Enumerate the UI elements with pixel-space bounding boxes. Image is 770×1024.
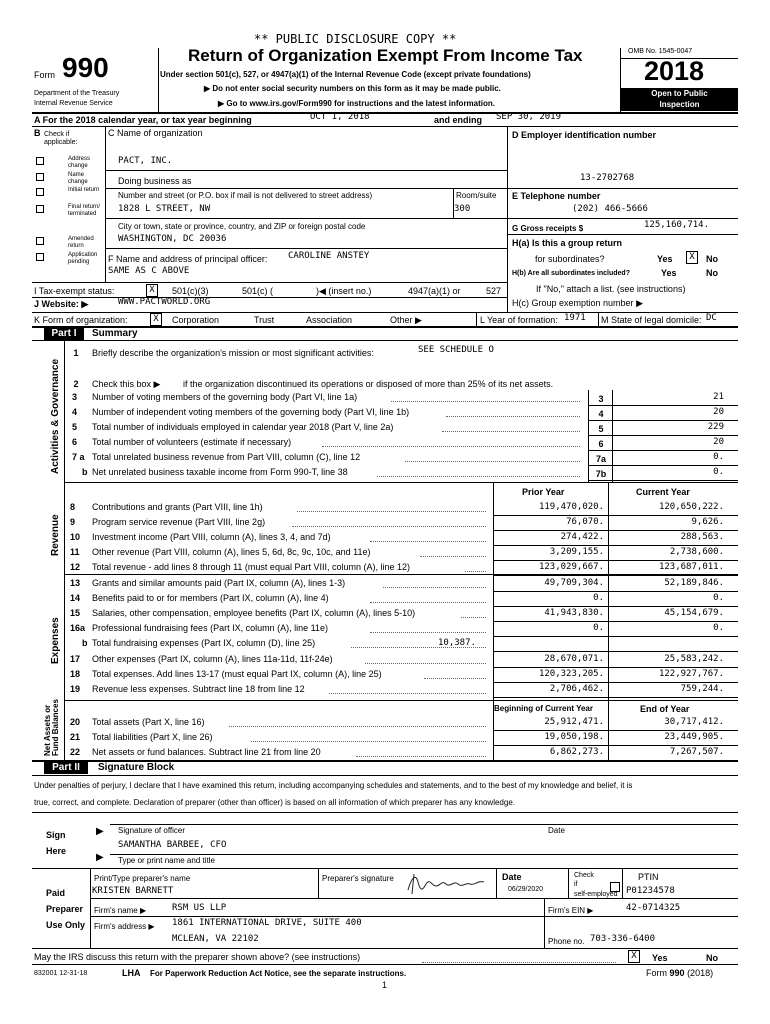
- gov-line-box: 4: [598, 409, 604, 419]
- hc-label: H(c) Group exemption number ▶: [512, 298, 643, 308]
- applicable-checkbox[interactable]: [36, 253, 44, 261]
- exp-current-value: 25,583,242.: [664, 654, 724, 664]
- omb-number: OMB No. 1545-0047: [628, 48, 693, 55]
- rev-leader-dots: [420, 556, 486, 557]
- street-label: Number and street (or P.O. box if mail is not delivered to street address): [118, 191, 373, 200]
- gov-line-rule: [588, 420, 738, 421]
- self-employed-label: self-employed: [574, 891, 618, 898]
- gov-line-rule: [588, 405, 738, 406]
- boy-header: Beginning of Current Year: [494, 704, 593, 713]
- rev-line-text: Contributions and grants (Part VIII, line 1h): [92, 502, 263, 512]
- net-current-value: 30,717,412.: [664, 717, 724, 727]
- gov-line-num: b: [82, 467, 88, 477]
- exp-current-value: 0.: [713, 623, 724, 633]
- exp-line-text: Revenue less expenses. Subtract line 18 from line 12: [92, 684, 305, 694]
- exp-row-rule: [493, 651, 738, 652]
- status-insert: )◀ (insert no.): [316, 286, 372, 296]
- exp-line-text: Total expenses. Add lines 13-17 (must equal Part IX, column (A), line 25): [92, 669, 382, 679]
- here-label: Here: [46, 846, 67, 856]
- perjury-line1: Under penalties of perjury, I declare that I have examined this return, including accompanying schedules and statements, and to the best of my knowledge and belief, it is: [34, 781, 633, 790]
- discuss-question: May the IRS discuss this return with the preparer shown above? (see instructions): [34, 952, 361, 962]
- exp-current-value: 52,189,846.: [664, 578, 724, 588]
- discuss-yes: Yes: [652, 953, 668, 963]
- gov-line-text: Number of independent voting members of the governing body (Part VI, line 1b): [92, 407, 410, 417]
- rev-prior-value: 274,422.: [560, 532, 604, 542]
- gov-line-value: 20: [713, 437, 724, 447]
- net-line-num: 21: [70, 732, 81, 742]
- gov-line-text: Number of voting members of the governing body (Part VI, line 1a): [92, 392, 358, 402]
- preparer-signature: [404, 870, 490, 896]
- tax-year: 2018: [644, 56, 705, 86]
- rev-prior-value: 123,029,667.: [538, 562, 604, 572]
- m-label: M State of legal domicile:: [601, 315, 702, 325]
- rev-line-num: 10: [70, 532, 81, 542]
- applicable-checkbox[interactable]: [36, 173, 44, 181]
- preparer-label: Preparer: [46, 904, 84, 914]
- gov-line-rule: [588, 480, 738, 481]
- type-name-label: Type or print name and title: [118, 856, 215, 865]
- d-label: D Employer identification number: [512, 130, 657, 140]
- dba-label: Doing business as: [118, 176, 192, 186]
- firm-address-label: Firm's address ▶: [94, 922, 155, 931]
- firm-name-label: Firm's name ▶: [94, 906, 147, 915]
- exp-leader-dots: [370, 602, 486, 603]
- gov-line-box: 3: [598, 394, 604, 404]
- net-leader-dots: [229, 726, 487, 727]
- domicile: DC: [706, 313, 717, 323]
- l-label: L Year of formation:: [480, 315, 558, 325]
- exp-leader-dots: [365, 663, 486, 664]
- gov-leader-dots: [405, 461, 580, 462]
- gov-line-text: Total unrelated business revenue from Part VIII, column (C), line 12: [92, 452, 361, 462]
- ein-value: 13-2702768: [580, 173, 635, 183]
- rev-prior-value: 3,209,155.: [549, 547, 604, 557]
- g-label: G Gross receipts $: [512, 224, 584, 233]
- gov-box-left-rule: [588, 390, 589, 482]
- use-only-label: Use Only: [46, 920, 86, 930]
- gov-line-value: 21: [713, 392, 724, 402]
- rev-line-text: Total revenue - add lines 8 through 11 (must equal Part VIII, column (A), line 12): [92, 562, 410, 572]
- exp-line-text: Salaries, other compensation, employee benefits (Part IX, column (A), lines 5-10): [92, 608, 416, 618]
- room-label: Room/suite: [456, 191, 497, 200]
- k-corp-checkbox[interactable]: X: [150, 313, 162, 326]
- gov-line-value: 229: [707, 422, 724, 432]
- gov-line-value: 20: [713, 407, 724, 417]
- discuss-no: No: [706, 953, 718, 963]
- net-row-rule: [493, 730, 738, 731]
- instructions-notice: ▶ Go to www.irs.gov/Form990 for instructions and the latest information.: [218, 99, 495, 108]
- form-subtitle: Under section 501(c), 527, or 4947(a)(1) of the Internal Revenue Code (except private foundations): [160, 70, 531, 79]
- firm-ein: 42-0714325: [626, 903, 681, 913]
- applicable-checkbox[interactable]: [36, 237, 44, 245]
- ptin-label: PTIN: [638, 872, 659, 882]
- exp-prior-value: 41,943,830.: [544, 608, 604, 618]
- street-address: 1828 L STREET, NW: [118, 204, 211, 214]
- exp-line-text: Professional fundraising fees (Part IX, column (A), line 11e): [92, 623, 328, 633]
- gov-line-box: 7a: [595, 454, 606, 464]
- line2-text: Check this box ▶ if the organization discontinued its operations or disposed of more than 25% of its net assets.: [92, 379, 554, 389]
- k-other: Other ▶: [390, 315, 422, 325]
- gov-leader-dots: [446, 416, 580, 417]
- rev-row-rule: [493, 515, 738, 516]
- telephone: (202) 466-5666: [572, 204, 648, 214]
- applicable-item: Amended return: [68, 236, 94, 249]
- org-name: PACT, INC.: [118, 156, 173, 166]
- exp-row-rule: [493, 606, 738, 607]
- exp-prior-value: 120,323,205.: [538, 669, 604, 679]
- exp-leader-dots: [383, 587, 486, 588]
- form-label: Form: [34, 70, 55, 80]
- gov-line-num: 5: [72, 422, 78, 432]
- exp-current-value: 759,244.: [680, 684, 724, 694]
- gov-line-num: 4: [72, 407, 78, 417]
- side-expenses: Expenses: [50, 617, 61, 664]
- part2-title: Signature Block: [98, 762, 175, 773]
- phone-label: Phone no.: [548, 937, 585, 946]
- perjury-line2: true, correct, and complete. Declaration of preparer (other than officer) is based on all information of which preparer has any knowledge.: [34, 798, 515, 807]
- status-501c3-checkbox[interactable]: X: [146, 284, 158, 297]
- gov-line-text: Total number of volunteers (estimate if necessary): [92, 437, 292, 447]
- gov-line-text: Total number of individuals employed in calendar year 2018 (Part V, line 2a): [92, 422, 394, 432]
- exp-prior-value: 2,706,462.: [549, 684, 604, 694]
- net-prior-value: 19,050,198.: [544, 732, 604, 742]
- firm-address2: MCLEAN, VA 22102: [172, 934, 259, 944]
- rev-row-rule: [493, 560, 738, 561]
- website: WWW.PACTWORLD.ORG: [118, 297, 211, 307]
- gross-receipts: 125,160,714.: [644, 220, 710, 230]
- room-number: 300: [454, 204, 471, 214]
- exp-line-num: 13: [70, 578, 81, 588]
- net-prior-value: 25,912,471.: [544, 717, 604, 727]
- part2-badge: Part II: [44, 761, 88, 774]
- if-label: if: [574, 881, 578, 888]
- prep-date: 06/29/2020: [508, 886, 544, 893]
- side-net-assets: Net Assets or Fund Balances: [43, 699, 60, 756]
- gov-leader-dots: [391, 401, 580, 402]
- hb-yes: Yes: [661, 268, 677, 278]
- rev-current-value: 288,563.: [680, 532, 724, 542]
- gov-line-num: 3: [72, 392, 78, 402]
- gov-line-rule: [588, 435, 738, 436]
- rev-leader-dots: [297, 511, 486, 512]
- exp-line-num: 15: [70, 608, 81, 618]
- j-label: J Website: ▶: [34, 299, 89, 309]
- disclosure-banner: ** PUBLIC DISCLOSURE COPY **: [254, 32, 457, 46]
- ha-label: H(a) Is this a group return: [512, 238, 623, 248]
- gov-leader-dots: [377, 476, 580, 477]
- rev-leader-dots: [292, 526, 486, 527]
- net-line-text: Total assets (Part X, line 16): [92, 717, 205, 727]
- rev-leader-dots: [465, 571, 486, 572]
- side-revenue: Revenue: [50, 514, 61, 556]
- exp-line-text: Total fundraising expenses (Part IX, column (D), line 25): [92, 638, 316, 648]
- dept-line1: Department of the Treasury: [34, 90, 120, 97]
- firm-ein-label: Firm's EIN ▶: [548, 906, 594, 915]
- f-label: F Name and address of principal officer:: [108, 254, 268, 264]
- part1-title: Summary: [92, 328, 138, 339]
- rev-line-num: 8: [70, 502, 76, 512]
- applicable-checkbox[interactable]: [36, 157, 44, 165]
- rev-line-num: 9: [70, 517, 76, 527]
- rev-line-num: 11: [70, 547, 80, 557]
- footer-form: Form 990 (2018): [646, 968, 714, 978]
- k-trust: Trust: [254, 315, 275, 325]
- exp-prior-value: 0.: [593, 593, 604, 603]
- i-label: I Tax-exempt status:: [34, 286, 115, 296]
- gov-line-box: 7b: [595, 469, 607, 479]
- status-4947: 4947(a)(1) or: [408, 286, 461, 296]
- exp-leader-dots: [424, 678, 486, 679]
- rev-row-rule: [493, 530, 738, 531]
- exp-row-rule: [493, 636, 738, 637]
- sign-arrow-icon-2: ▶: [96, 852, 104, 863]
- city-address: WASHINGTON, DC 20036: [118, 234, 227, 244]
- status-527: 527: [486, 286, 502, 296]
- exp-line-text: Benefits paid to or for members (Part IX, column (A), line 4): [92, 593, 329, 603]
- gov-line-text: Net unrelated business taxable income from Form 990-T, line 38: [92, 467, 348, 477]
- gov-leader-dots: [442, 431, 580, 432]
- exp-line-num: 16a: [70, 623, 86, 633]
- ssn-notice: ▶ Do not enter social security numbers on this form as it may be made public.: [204, 84, 501, 93]
- net-current-value: 7,267,507.: [669, 747, 724, 757]
- exp-row-rule: [493, 591, 738, 592]
- exp-row-rule: [493, 682, 738, 683]
- exp-current-value: 122,927,767.: [658, 669, 724, 679]
- exp-leader-dots: [370, 632, 486, 633]
- exp-current-value: 45,154,679.: [664, 608, 724, 618]
- applicable-checkbox[interactable]: [36, 205, 44, 213]
- officer-address: SAME AS C ABOVE: [108, 266, 190, 276]
- exp-row-rule: [493, 667, 738, 668]
- open-public-badge: Open to Public Inspection: [621, 88, 738, 111]
- prior-year-header: Prior Year: [522, 487, 565, 497]
- paperwork-notice: For Paperwork Reduction Act Notice, see the separate instructions.: [150, 969, 407, 978]
- rev-prior-value: 76,070.: [566, 517, 604, 527]
- net-prior-value: 6,862,273.: [549, 747, 604, 757]
- form-title: Return of Organization Exempt From Income Tax: [188, 46, 583, 65]
- gov-leader-dots: [322, 446, 580, 447]
- firm-name: RSM US LLP: [172, 903, 227, 913]
- net-line-text: Total liabilities (Part X, line 26): [92, 732, 213, 742]
- applicable-item: Application pending: [68, 252, 98, 265]
- gov-line-box: 5: [598, 424, 604, 434]
- part1-badge: Part I: [44, 327, 84, 340]
- check-label: Check: [574, 872, 594, 879]
- rev-line-text: Program service revenue (Part VIII, line 2g): [92, 517, 266, 527]
- b-label: B: [34, 128, 41, 138]
- gov-line-num: 6: [72, 437, 78, 447]
- net-current-value: 23,449,905.: [664, 732, 724, 742]
- k-label: K Form of organization:: [34, 315, 128, 325]
- exp-row-rule: [493, 697, 738, 698]
- prep-name-label: Print/Type preparer's name: [94, 874, 191, 883]
- applicable-checkbox[interactable]: [36, 188, 44, 196]
- exp-line-text: Other expenses (Part IX, column (A), lines 11a-11d, 11f-24e): [92, 654, 333, 664]
- exp-line-num: 17: [70, 654, 81, 664]
- rev-row-rule: [493, 575, 738, 576]
- rev-current-value: 9,626.: [691, 517, 724, 527]
- gov-line-value: 0.: [713, 452, 724, 462]
- eoy-header: End of Year: [640, 704, 690, 714]
- net-leader-dots: [251, 741, 486, 742]
- rev-current-value: 120,650,222.: [658, 502, 724, 512]
- exp-leader-dots: [461, 617, 486, 618]
- net-line-num: 20: [70, 717, 81, 727]
- net-line-num: 22: [70, 747, 81, 757]
- exp-leader-dots: [329, 693, 486, 694]
- rev-line-text: Other revenue (Part VIII, column (A), lines 5, 6d, 8c, 9c, 10c, and 11e): [92, 547, 371, 557]
- exp-line-num: 14: [70, 593, 81, 603]
- fundraising-total: 10,387.: [438, 638, 476, 648]
- status-501c3: 501(c)(3): [172, 286, 209, 296]
- prep-sig-label: Preparer's signature: [322, 874, 394, 883]
- line2-num: 2: [73, 379, 79, 389]
- paid-label: Paid: [46, 888, 66, 898]
- rev-current-value: 123,687,011.: [658, 562, 724, 572]
- firm-phone: 703-336-6400: [590, 934, 656, 944]
- check-if-applicable: Check if applicable:: [44, 131, 78, 146]
- rev-leader-dots: [370, 541, 486, 542]
- hb-note: If "No," attach a list. (see instructions): [536, 284, 686, 294]
- exp-line-text: Grants and similar amounts paid (Part IX, column (A), lines 1-3): [92, 578, 346, 588]
- status-501c: 501(c) (: [242, 286, 274, 296]
- year-formed: 1971: [564, 313, 586, 323]
- exp-row-rule: [493, 621, 738, 622]
- exp-line-num: b: [82, 638, 88, 648]
- city-label: City or town, state or province, country, and ZIP or foreign postal code: [118, 222, 366, 231]
- gov-line-value: 0.: [713, 467, 724, 477]
- gov-line-num: 7 a: [72, 452, 85, 462]
- e-label: E Telephone number: [512, 191, 601, 201]
- rev-prior-value: 119,470,020.: [538, 502, 604, 512]
- applicable-item: Final return/ terminated: [68, 204, 101, 217]
- k-corporation: Corporation: [172, 315, 220, 325]
- sig-date-label: Date: [548, 826, 565, 835]
- sign-label: Sign: [46, 830, 66, 840]
- tax-year-end: SEP 30, 2019: [496, 112, 562, 122]
- prep-name: KRISTEN BARNETT: [92, 886, 174, 896]
- applicable-item: Name change: [68, 172, 88, 185]
- gov-box-right-rule: [612, 390, 613, 482]
- and-ending-label: and ending: [434, 115, 482, 125]
- exp-prior-value: 28,670,071.: [544, 654, 604, 664]
- c-label: C Name of organization: [108, 128, 203, 138]
- side-governance: Activities & Governance: [50, 358, 61, 474]
- hb-label: H(b) Are all subordinates included?: [512, 270, 630, 277]
- form-number: 990: [62, 52, 109, 83]
- ha-sub: for subordinates?: [535, 254, 605, 264]
- self-employed-checkbox[interactable]: [610, 882, 620, 892]
- principal-officer: CAROLINE ANSTEY: [288, 251, 370, 261]
- applicable-item: Initial return: [68, 187, 100, 193]
- rev-row-rule: [493, 545, 738, 546]
- footer-code: 832001 12-31-18: [34, 970, 88, 977]
- exp-prior-value: 49,709,304.: [544, 578, 604, 588]
- lha-label: LHA: [122, 968, 141, 978]
- gov-line-rule: [588, 465, 738, 466]
- sign-arrow-icon: ▶: [96, 826, 104, 837]
- exp-prior-value: 0.: [593, 623, 604, 633]
- ha-no: No: [706, 254, 718, 264]
- discuss-yes-checkbox[interactable]: X: [628, 950, 640, 963]
- current-year-header: Current Year: [636, 487, 690, 497]
- ha-no-checkbox[interactable]: X: [686, 251, 698, 264]
- prep-date-label: Date: [502, 872, 522, 882]
- ptin-value: P01234578: [626, 886, 675, 896]
- tax-year-begin: OCT 1, 2018: [310, 112, 370, 122]
- sig-officer-label: Signature of officer: [118, 826, 186, 835]
- net-row-rule: [493, 745, 738, 746]
- rev-line-text: Investment income (Part VIII, column (A), lines 3, 4, and 7d): [92, 532, 331, 542]
- k-association: Association: [306, 315, 353, 325]
- gov-line-box: 6: [598, 439, 604, 449]
- net-leader-dots: [356, 756, 486, 757]
- mission: SEE SCHEDULE O: [418, 345, 494, 355]
- page-number: 1: [382, 980, 388, 990]
- applicable-item: Address change: [68, 156, 91, 169]
- line-a-label: A For the 2018 calendar year, or tax year beginning: [34, 115, 252, 125]
- hb-no: No: [706, 268, 718, 278]
- rev-line-num: 12: [70, 562, 81, 572]
- line1-text: Briefly describe the organization's mission or most significant activities:: [92, 348, 374, 358]
- net-line-text: Net assets or fund balances. Subtract line 21 from line 20: [92, 747, 321, 757]
- exp-line-num: 19: [70, 684, 81, 694]
- ha-yes: Yes: [657, 254, 673, 264]
- line1-num: 1: [73, 348, 79, 358]
- exp-line-num: 18: [70, 669, 81, 679]
- gov-line-rule: [588, 450, 738, 451]
- exp-current-value: 0.: [713, 593, 724, 603]
- dept-line2: Internal Revenue Service: [34, 100, 113, 107]
- rev-current-value: 2,738,600.: [669, 547, 724, 557]
- firm-address1: 1861 INTERNATIONAL DRIVE, SUITE 400: [172, 918, 362, 928]
- signer-name: SAMANTHA BARBEE, CFO: [118, 840, 227, 850]
